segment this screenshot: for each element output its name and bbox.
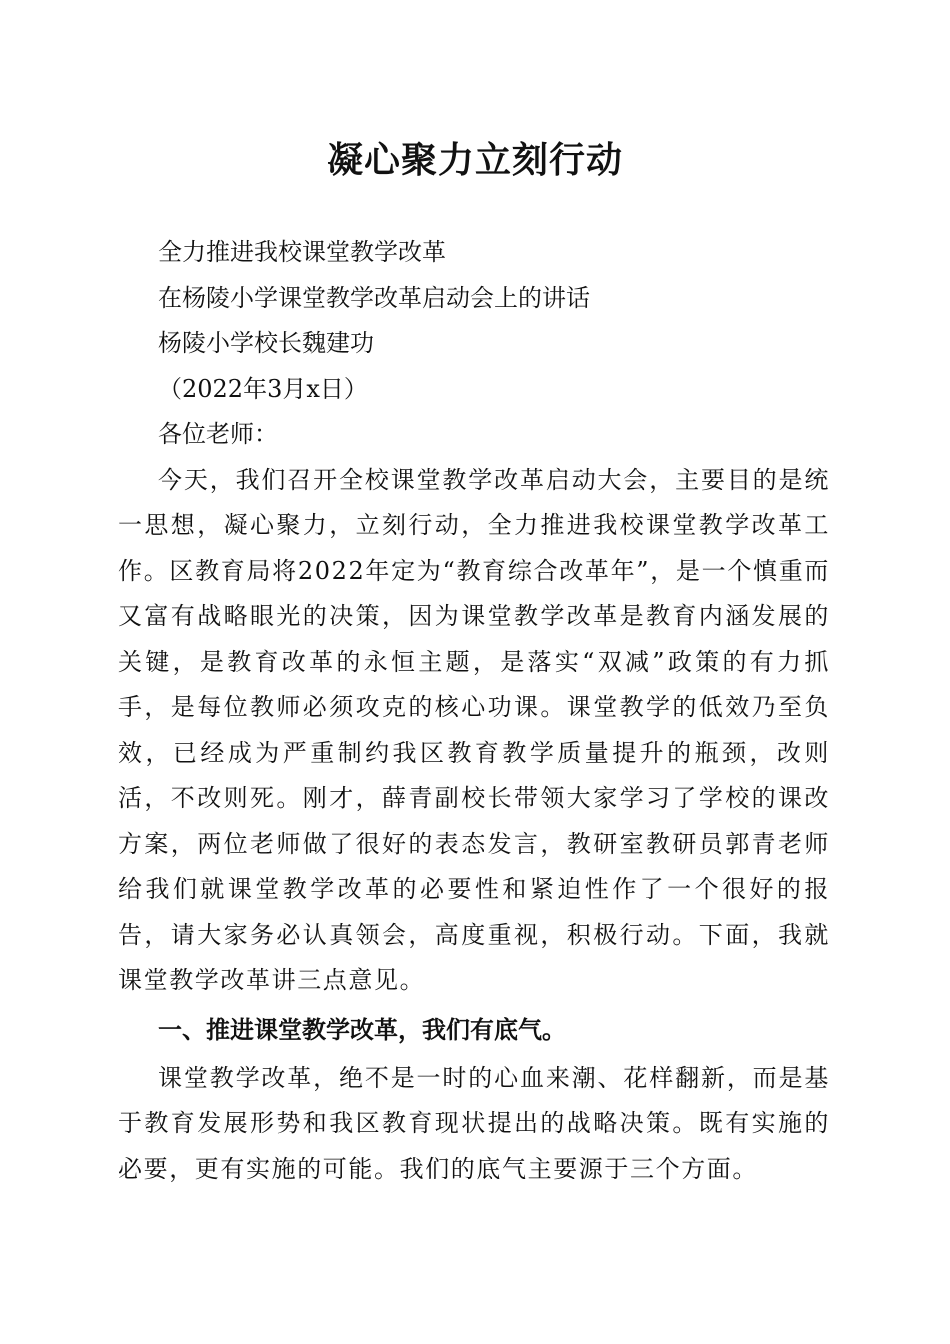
paragraph-intro: 今天，我们召开全校课堂教学改革启动大会，主要目的是统一思想，凝心聚力，立刻行动，全力推进我校课堂教学改革工作。区教育局将2022年定为“教育综合改革年”，是一个慎重而又富有战略眼光的决策，因为课堂教学改革是教育内涵发展的关键，是教育改革的永恒主题，是落实“双减”政策的有力抓手，是每位教师必须攻克的核心功课。课堂教学的低效乃至负效，已经成为严重制约我区教育教学质量提升的瓶颈，改则活，不改则死。刚才，薛青副校长带领大家学习了学校的课改方案，两位老师做了很好的表态发言，教研室教研员郭青老师给我们就课堂教学改革的必要性和紧迫性作了一个很好的报告，请大家务必认真领会，高度重视，积极行动。下面，我就课堂教学改革讲三点意见。 [118, 465, 830, 994]
date-line: （2022年3月x日） [158, 374, 368, 403]
paragraph-section-1: 课堂教学改革，绝不是一时的心血来潮、花样翻新，而是基于教育发展形势和我区教育现状提出的战略决策。既有实施的必要，更有实施的可能。我们的底气主要源于三个方面。 [118, 1063, 830, 1183]
section-heading-1: 一、推进课堂教学改革，我们有底气。 [158, 1015, 566, 1044]
document-body [118, 230, 830, 1192]
speaker-line: 杨陵小学校长魏建功 [158, 329, 374, 357]
document-title: 凝心聚力立刻行动 [326, 139, 623, 181]
subtitle: 全力推进我校课堂教学改革 [158, 238, 446, 266]
occasion-line: 在杨陵小学课堂教学改革启动会上的讲话 [158, 283, 590, 312]
salutation: 各位老师： [158, 420, 278, 448]
